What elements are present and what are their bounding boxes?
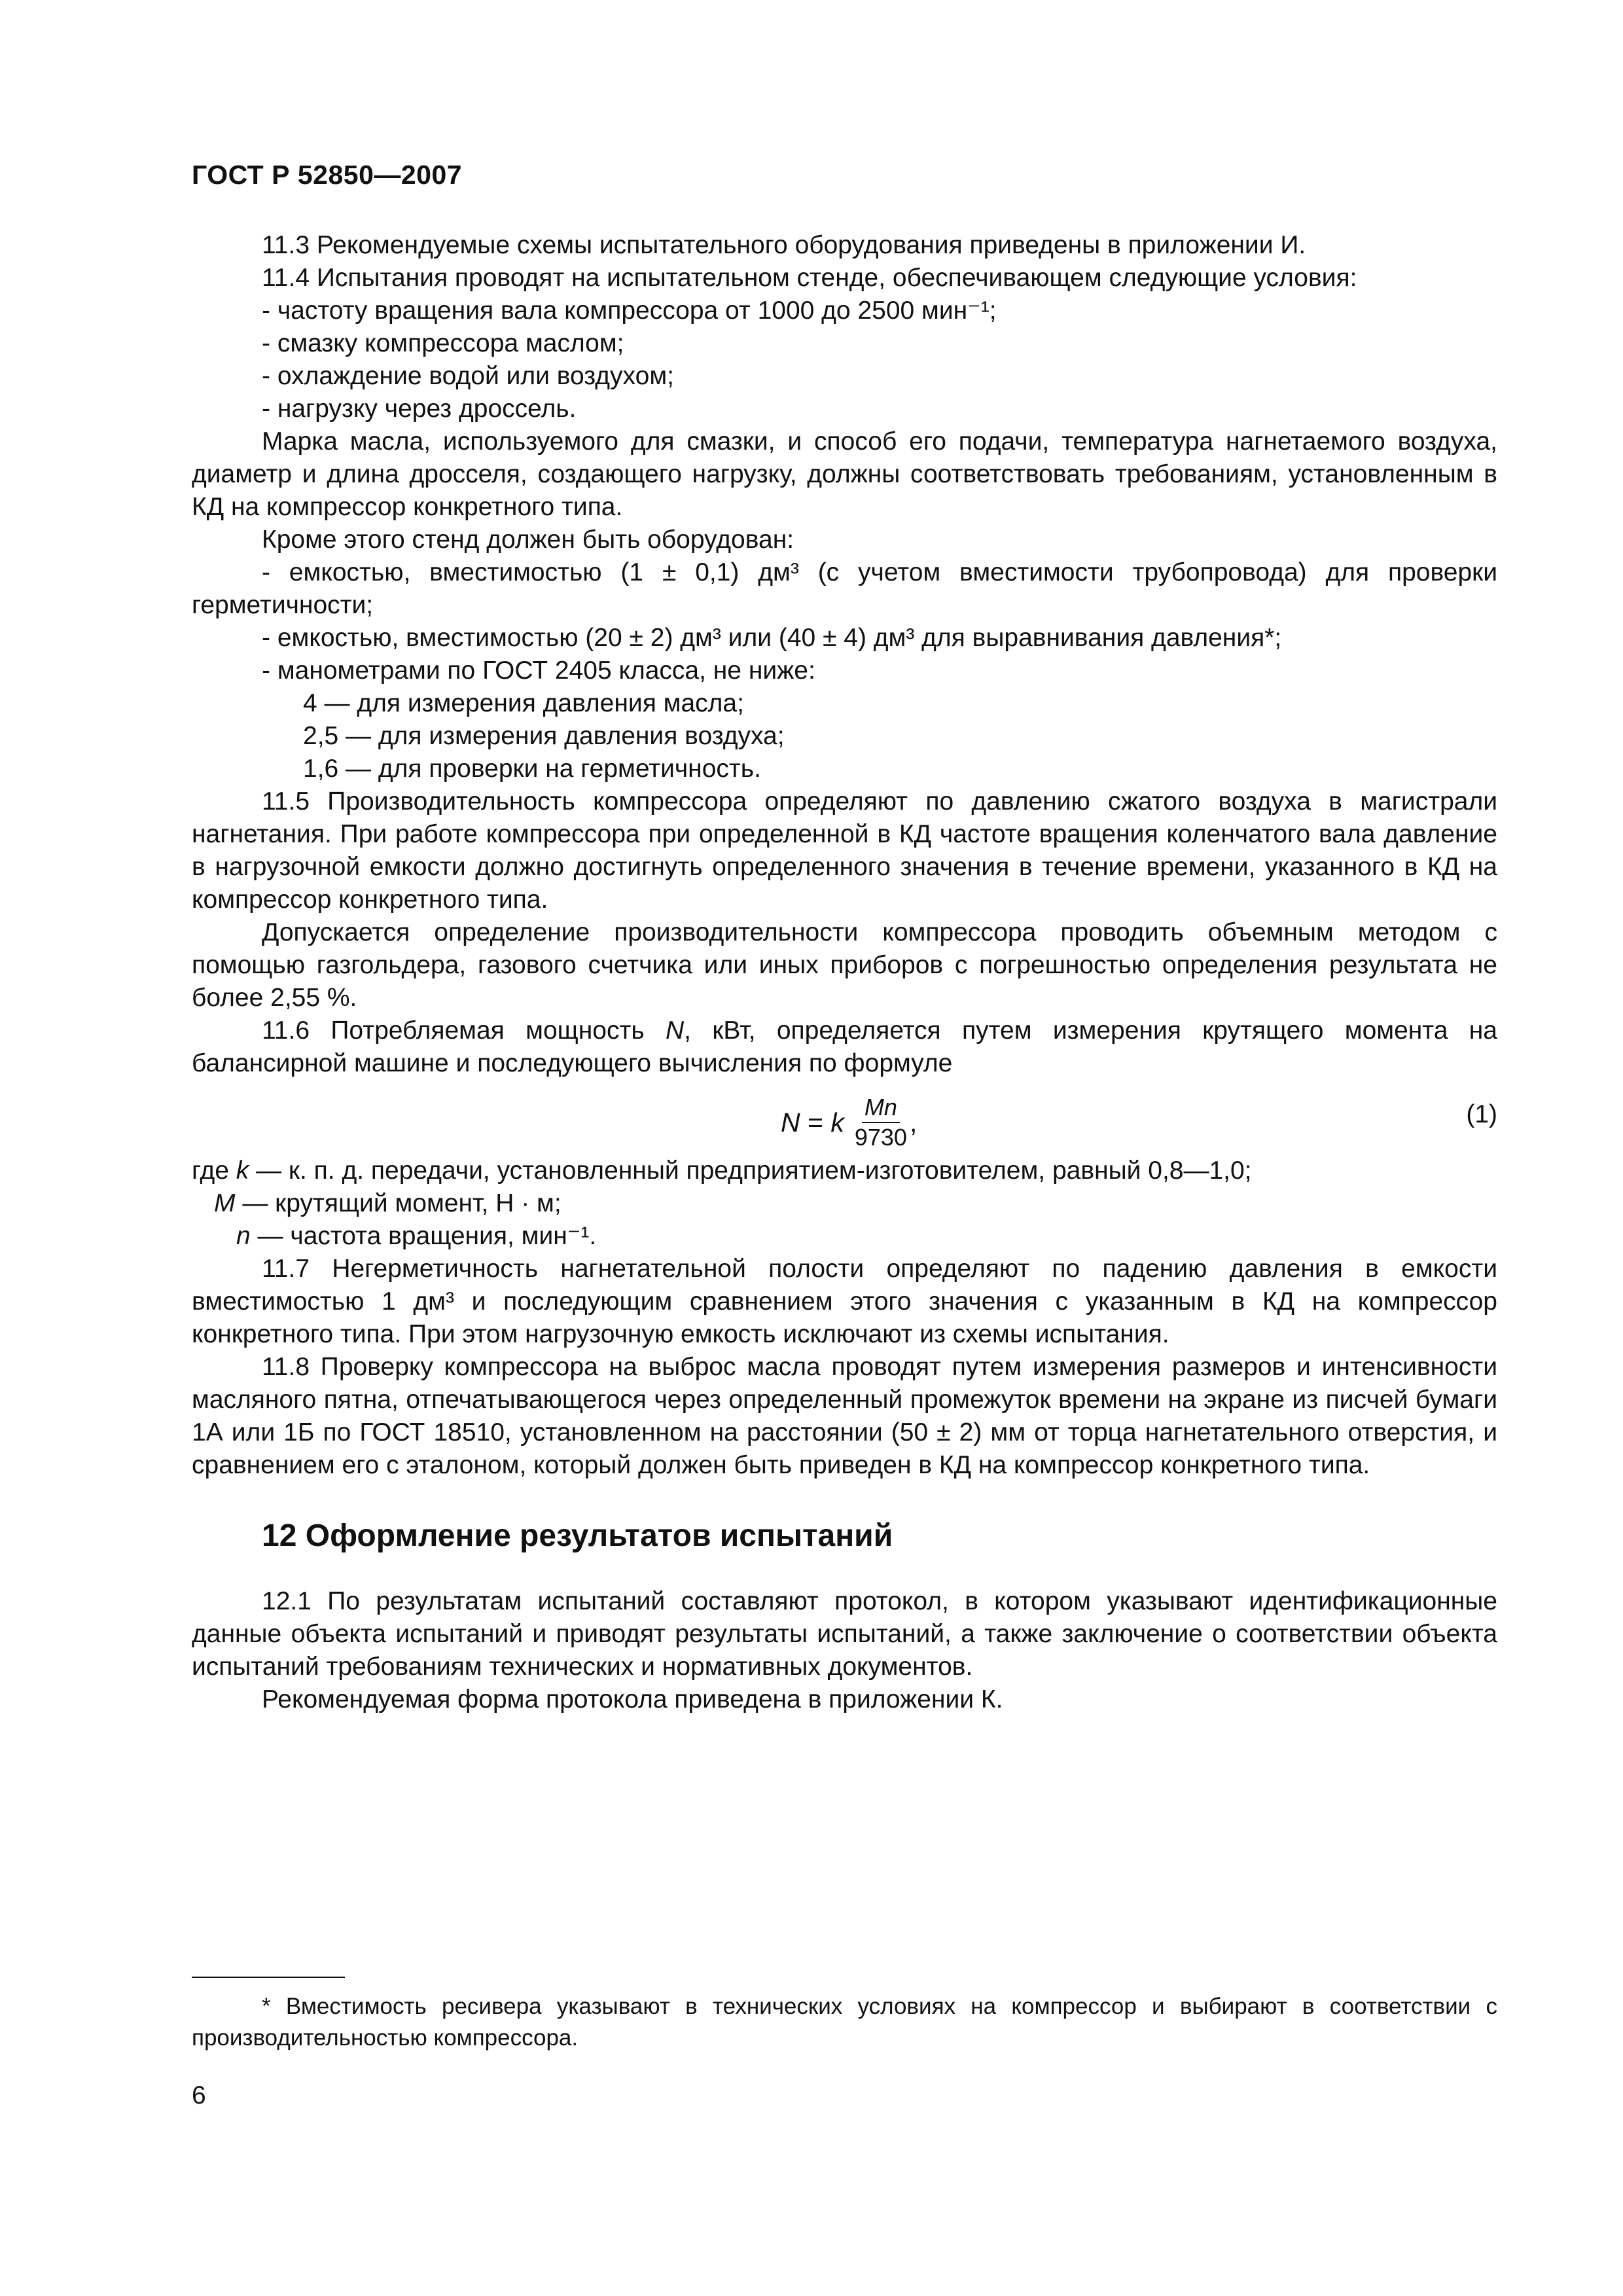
formula (781, 1093, 917, 1152)
condition-item: - охлаждение водой или воздухом; (262, 362, 674, 390)
equipment-item: - емкостью, вместимостью (1 ± 0,1) дм³ (с учетом вместимости трубопровода) для проверки герметичности; (192, 558, 1497, 619)
paragraph-allowed: Допускается определение производительности компрессора проводить объемным методом с помощью газгольдера, газового счетчика или иных приборов с погрешностью определения результата не более 2,55 %. (192, 918, 1497, 1012)
formula-comma: , (909, 1107, 918, 1138)
formula-number: (1) (1466, 1100, 1497, 1128)
paragraph-11-3: 11.3 Рекомендуемые схемы испытательного оборудования приведены в приложении И. (262, 231, 1306, 259)
equipment-item: - манометрами по ГОСТ 2405 класса, не ниже: (262, 656, 815, 685)
paragraph-11-4: 11.4 Испытания проводят на испытательном стенде, обеспечивающем следующие условия: (262, 264, 1357, 292)
document-header: ГОСТ Р 52850—2007 (192, 160, 463, 190)
footnote-divider (192, 1977, 345, 1978)
where-m-symbol: M (214, 1189, 236, 1217)
condition-item: - нагрузку через дроссель. (262, 395, 577, 423)
paragraph-oil: Марка масла, используемого для смазки, и способ его подачи, температура нагнетаемого воздуха, диаметр и длина дросселя, создающего нагрузку, должны соответствовать требованиям, установленным в КД на компрессор конкретного типа. (192, 427, 1497, 521)
formula-k: k (830, 1107, 844, 1138)
footnote-text: * Вместимость ресивера указывают в технических условиях на компрессор и выбирают в соответствии с производительностью компрессора. (192, 1994, 1497, 2051)
condition-item: - смазку компрессора маслом; (262, 329, 624, 357)
page-number: 6 (192, 2081, 206, 2109)
power-symbol: N (666, 1016, 685, 1045)
where-n (192, 1220, 1497, 1253)
where-k (192, 1155, 1497, 1187)
formula-block (192, 1084, 1497, 1153)
paragraph-12-1: 12.1 По результатам испытаний составляют протокол, в котором указывают идентификационные данные объекта испытаний и приводят результаты испытаний, а также заключение о соответствии объекта испытаний требованиям технических и нормативных документов. (192, 1587, 1497, 1681)
condition-item: - частоту вращения вала компрессора от 1000 до 2500 мин⁻¹; (262, 296, 997, 325)
paragraph-11-6-text-a: 11.6 Потребляемая мощность (262, 1016, 666, 1045)
paragraph-equipment: Кроме этого стенд должен быть оборудован: (262, 526, 794, 554)
formula-numerator: Mn (862, 1093, 900, 1123)
where-n-text: — частота вращения, мин⁻¹. (250, 1222, 597, 1250)
equipment-item: - емкостью, вместимостью (20 ± 2) дм³ или (40 ± 4) дм³ для выравнивания давления*; (262, 624, 1282, 652)
where-prefix: где (192, 1157, 236, 1185)
paragraph-11-8: 11.8 Проверку компрессора на выброс масла проводят путем измерения размеров и интенсивности масляного пятна, отпечатывающегося через определенный промежуток времени на экране из писчей бумаги 1А или 1Б по ГОСТ 18510, установленном на расстоянии (50 ± 2) мм от торца нагнетательного отверстия, и сравнением его с эталоном, который должен быть приведен в КД на компрессор конкретного типа. (192, 1353, 1497, 1479)
footnote (192, 1991, 1497, 2054)
formula-denominator: 9730 (854, 1124, 907, 1151)
gauge-class-item: 1,6 — для проверки на герметичность. (303, 755, 761, 783)
where-m (192, 1187, 1497, 1220)
paragraph-11-6 (192, 1014, 1497, 1080)
where-k-symbol: k (236, 1157, 249, 1185)
paragraph-11-5: 11.5 Производительность компрессора определяют по давлению сжатого воздуха в магистрали нагнетания. При работе компрессора при определенной в КД частоте вращения коленчатого вала давление в нагрузочной емкости должно достигнуть определенного значения в течение времени, указанного в КД на компрессор конкретного типа. (192, 787, 1497, 914)
formula-fraction (852, 1093, 910, 1152)
where-m-text: — крутящий момент, Н · м; (235, 1189, 562, 1217)
formula-lhs: N (781, 1107, 800, 1138)
paragraph-form: Рекомендуемая форма протокола приведена в приложении К. (262, 1685, 1003, 1713)
gauge-class-item: 4 — для измерения давления масла; (303, 689, 744, 717)
document-body (192, 229, 1497, 1716)
gauge-class-item: 2,5 — для измерения давления воздуха; (303, 722, 785, 750)
where-k-text: — к. п. д. передачи, установленный предприятием-изготовителем, равный 0,8—1,0; (249, 1157, 1252, 1185)
section-12-title: 12 Оформление результатов испытаний (262, 1518, 893, 1553)
paragraph-11-7: 11.7 Негерметичность нагнетательной полости определяют по падению давления в емкости вместимостью 1 дм³ и последующим сравнением этого значения с указанным в КД на компрессор конкретного типа. При этом нагрузочную емкость исключают из схемы испытания. (192, 1255, 1497, 1348)
paragraph-11-6-text-b: , кВт, определяется путем измерения крутящего момента на балансирной машине и последующего вычисления по формуле (192, 1016, 1497, 1077)
formula-equals: = (800, 1107, 831, 1138)
where-n-symbol: n (236, 1222, 251, 1250)
